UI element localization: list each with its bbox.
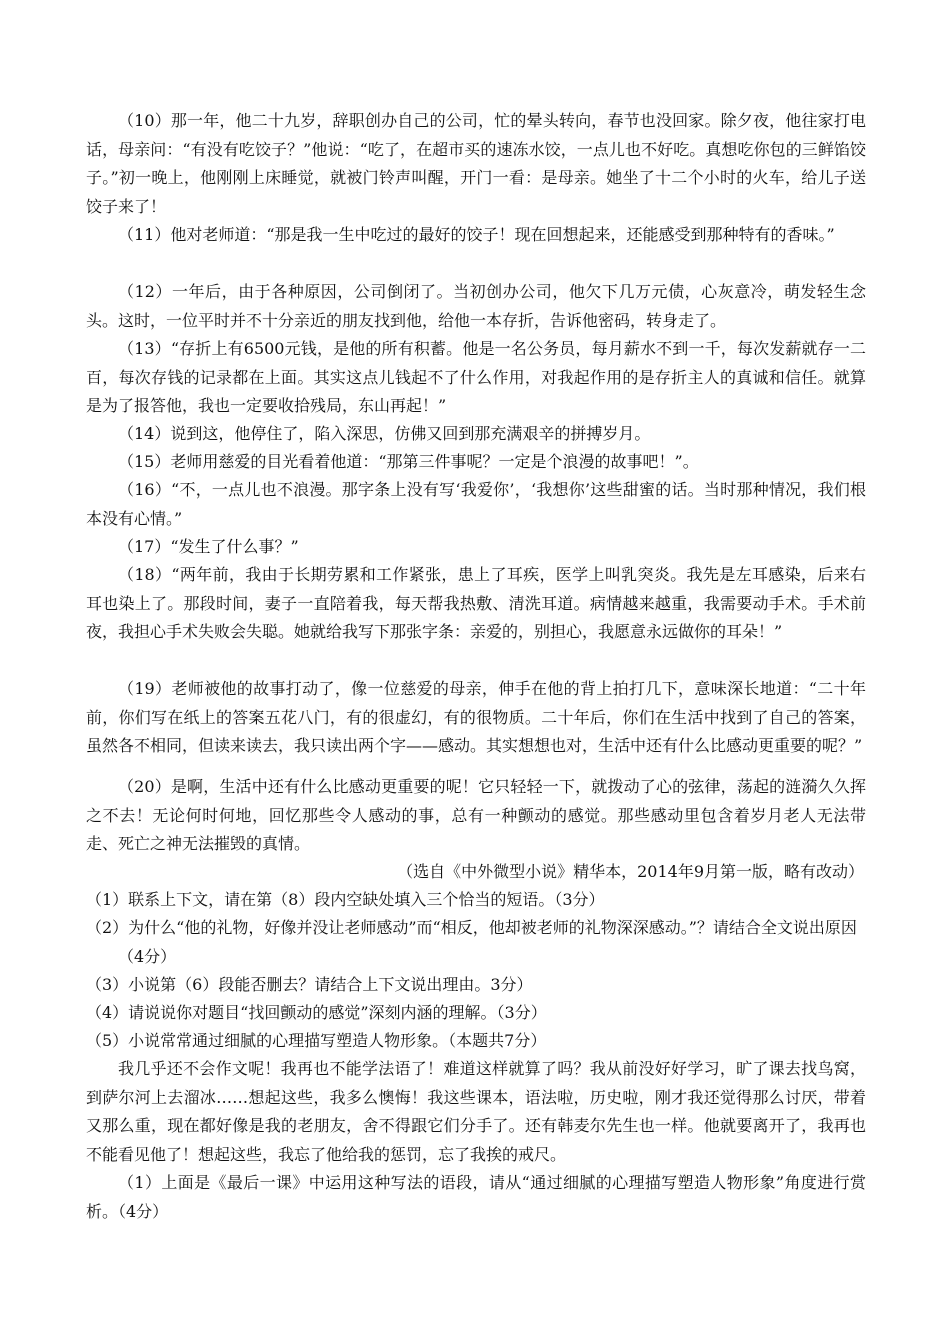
paragraph-11: （11）他对老师道：“那是我一生中吃过的最好的饺子！现在回想起来，还能感受到那种特有的香味。” <box>118 225 835 244</box>
paragraph-20: （20）是啊，生活中还有什么比感动更重要的呢！它只轻轻一下，就拨动了心的弦律，荡起的涟漪久久挥之不去！无论何时何地，回忆那些令人感动的事，总有一种颤动的感觉。那些感动里包含着岁月老人无法带走、死亡之神无法摧毁的真情。 <box>86 777 866 853</box>
excerpt-paragraph: 我几乎还不会作文呢！我再也不能学法语了！难道这样就算了吗？我从前没好好学习，旷了课去找鸟窝，到萨尔河上去溜冰……想起这些，我多么懊悔！我这些课本，语法啦，历史啦，刚才我还觉得那么讨厌，带着又那么重，现在都好像是我的老朋友，舍不得跟它们分手了。还有韩麦尔先生也一样。他就要离开了，我再也不能看见他了！想起这些，我忘了他给我的惩罚，忘了我挨的戒尺。 <box>86 1059 866 1164</box>
paragraph-17: （17）“发生了什么事？” <box>118 537 299 556</box>
question-2: （2）为什么“他的礼物，好像并没让老师感动”而“相反，他却被老师的礼物深深感动。”？请结合全文说出原因（4分） <box>86 918 857 966</box>
question-4: （4）请说说你对题目“找回颤动的感觉”深刻内涵的理解。（3分） <box>86 1003 547 1022</box>
paragraph-15: （15）老师用慈爱的目光看着他道：“那第三件事呢？一定是个浪漫的故事吧！”。 <box>118 452 699 471</box>
source-citation: （选自《中外微型小说》精华本，2014年9月第一版，略有改动） <box>397 862 864 881</box>
paragraph-16: （16）“不，一点儿也不浪漫。那字条上没有写‘我爱你’，‘我想你’这些甜蜜的话。当时那种情况，我们根本没有心情。” <box>86 480 866 528</box>
question-3: （3）小说第（6）段能否删去？请结合上下文说出理由。3分） <box>86 975 533 994</box>
question-1: （1）联系上下文，请在第（8）段内空缺处填入三个恰当的短语。（3分） <box>86 890 605 909</box>
paragraph-19: （19）老师被他的故事打动了，像一位慈爱的母亲，伸手在他的背上拍打几下，意味深长地道：“二十年前，你们写在纸上的答案五花八门，有的很虚幻，有的很物质。二十年后，你们在生活中找到了自己的答案，虽然各不相同，但读来读去，我只读出两个字——感动。其实想想也对，生活中还有什么比感动更重要的呢？” <box>86 679 866 755</box>
paragraph-14: （14）说到这，他停住了，陷入深思，仿佛又回到那充满艰辛的拼搏岁月。 <box>118 424 651 443</box>
paragraph-18: （18）“两年前，我由于长期劳累和工作紧张，患上了耳疾，医学上叫乳突炎。我先是左耳感染，后来右耳也染上了。那段时间，妻子一直陪着我，每天帮我热敷、清洗耳道。病情越来越重，我需要动手术。手术前夜，我担心手术失败会失聪。她就给我写下那张字条：亲爱的，别担心，我愿意永远做你的耳朵！” <box>86 565 866 641</box>
paragraph-13: （13）“存折上有6500元钱，是他的所有积蓄。他是一名公务员，每月薪水不到一千，每次发薪就存一二百，每次存钱的记录都在上面。其实这点儿钱起不了什么作用，对我起作用的是存折主人的真诚和信任。就算是为了报答他，我也一定要收拾残局，东山再起！” <box>86 339 866 415</box>
paragraph-10: （10）那一年，他二十九岁，辞职创办自己的公司，忙的晕头转向，春节也没回家。除夕夜，他往家打电话，母亲问：“有没有吃饺子？”他说：“吃了，在超市买的速冻水饺，一点儿也不好吃。真想吃你包的三鲜馅饺子。”初一晚上，他刚刚上床睡觉，就被门铃声叫醒，开门一看：是母亲。她坐了十二个小时的火车，给儿子送饺子来了！ <box>86 111 866 216</box>
paragraph-12: （12）一年后，由于各种原因，公司倒闭了。当初创办公司，他欠下几万元债，心灰意冷，萌发轻生念头。这时，一位平时并不十分亲近的朋友找到他，给他一本存折，告诉他密码，转身走了。 <box>86 282 866 330</box>
question-5: （5）小说常常通过细腻的心理描写塑造人物形象。（本题共7分） <box>86 1031 547 1050</box>
sub-question-1: （1）上面是《最后一课》中运用这种写法的语段，请从“通过细腻的心理描写塑造人物形象”角度进行赏析。（4分） <box>86 1173 866 1221</box>
